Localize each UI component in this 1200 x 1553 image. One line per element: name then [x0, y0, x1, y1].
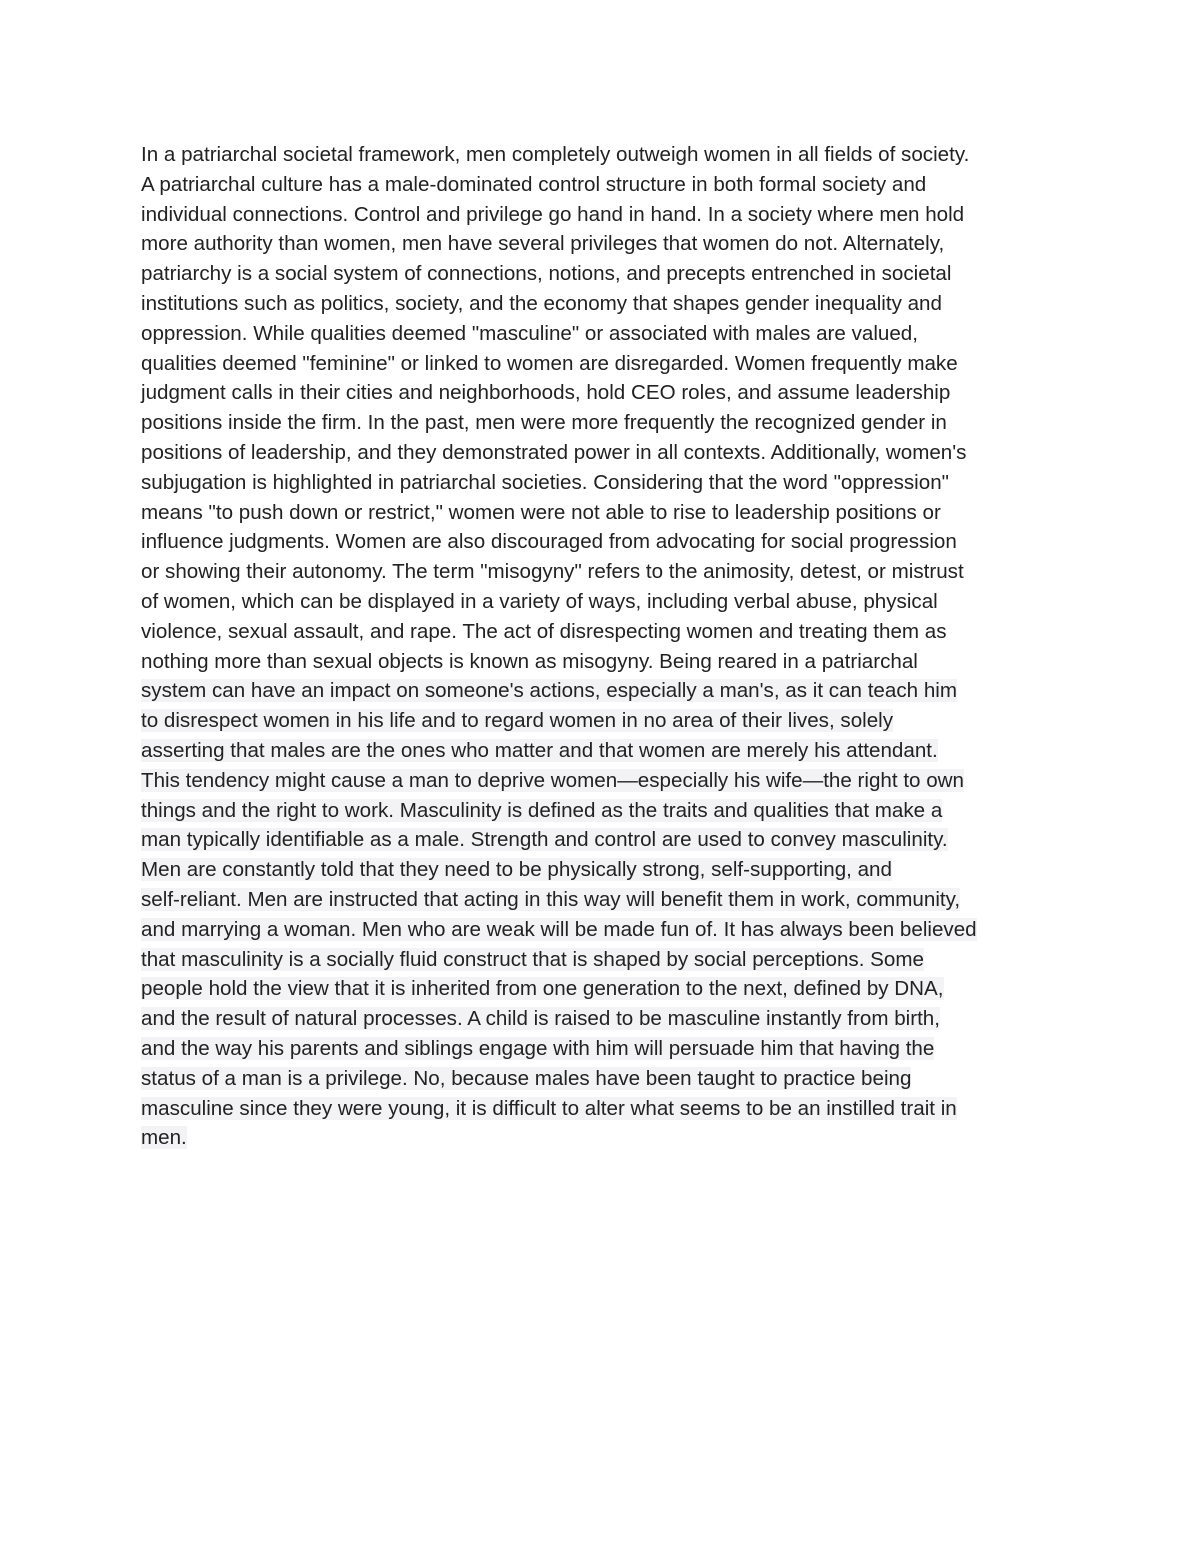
text-line: of women, which can be displayed in a variety of ways, including verbal abuse, physical [141, 589, 938, 613]
text-line: nothing more than sexual objects is known as misogyny. Being reared in a patriarchal [141, 649, 918, 673]
text-line: and marrying a woman. Men who are weak will be made fun of. It has always been believed [141, 917, 977, 941]
text-line: people hold the view that it is inherited from one generation to the next, defined by DNA, [141, 977, 944, 1001]
text-line: masculine since they were young, it is difficult to alter what seems to be an instilled trait in [141, 1096, 957, 1120]
text-line: self-reliant. Men are instructed that acting in this way will benefit them in work, community, [141, 887, 961, 911]
text-line: patriarchy is a social system of connections, notions, and precepts entrenched in societal [141, 262, 952, 286]
text-line: system can have an impact on someone's actions, especially a man's, as it can teach him [141, 679, 957, 703]
text-line: man typically identifiable as a male. Strength and control are used to convey masculinity. [141, 828, 948, 852]
text-line: means "to push down or restrict," women were not able to rise to leadership positions or [141, 500, 941, 524]
text-line: qualities deemed "feminine" or linked to women are disregarded. Women frequently make [141, 351, 958, 375]
text-line: oppression. While qualities deemed "masculine" or associated with males are valued, [141, 321, 918, 345]
text-line: that masculinity is a socially fluid construct that is shaped by social perceptions. Some [141, 947, 924, 971]
text-line: status of a man is a privilege. No, because males have been taught to practice being [141, 1066, 912, 1090]
text-line: more authority than women, men have several privileges that women do not. Alternately, [141, 232, 945, 256]
text-line: In a patriarchal societal framework, men completely outweigh women in all fields of society. [141, 143, 970, 166]
text-line: positions of leadership, and they demonstrated power in all contexts. Additionally, women's [141, 440, 967, 464]
text-line: This tendency might cause a man to deprive women—especially his wife—the right to own [141, 768, 965, 792]
text-line: and the way his parents and siblings engage with him will persuade him that having the [141, 1036, 935, 1060]
text-line: or showing their autonomy. The term "misogyny" refers to the animosity, detest, or mistrust [141, 560, 964, 584]
text-line: violence, sexual assault, and rape. The act of disrespecting women and treating them as [141, 619, 947, 643]
text-line: individual connections. Control and privilege go hand in hand. In a society where men hold [141, 202, 965, 226]
text-line: to disrespect women in his life and to regard women in no area of their lives, solely [141, 709, 894, 733]
text-line: asserting that males are the ones who matter and that women are merely his attendant. [141, 738, 938, 762]
text-line: influence judgments. Women are also discouraged from advocating for social progression [141, 530, 957, 554]
text-line: Men are constantly told that they need to be physically strong, self-supporting, and [141, 858, 892, 882]
text-line: positions inside the firm. In the past, men were more frequently the recognized gender in [141, 411, 947, 435]
text-line: judgment calls in their cities and neighborhoods, hold CEO roles, and assume leadership [141, 381, 951, 405]
text-line: A patriarchal culture has a male-dominated control structure in both formal society and [141, 172, 927, 196]
text-line: institutions such as politics, society, and the economy that shapes gender inequality and [141, 291, 942, 315]
text-line: things and the right to work. Masculinity is defined as the traits and qualities that make a [141, 798, 943, 822]
text-line: men. [141, 1126, 187, 1150]
text-line: and the result of natural processes. A child is raised to be masculine instantly from birth, [141, 1007, 940, 1031]
text-line: subjugation is highlighted in patriarchal societies. Considering that the word "oppression" [141, 470, 949, 494]
body-paragraph [141, 140, 1071, 1153]
